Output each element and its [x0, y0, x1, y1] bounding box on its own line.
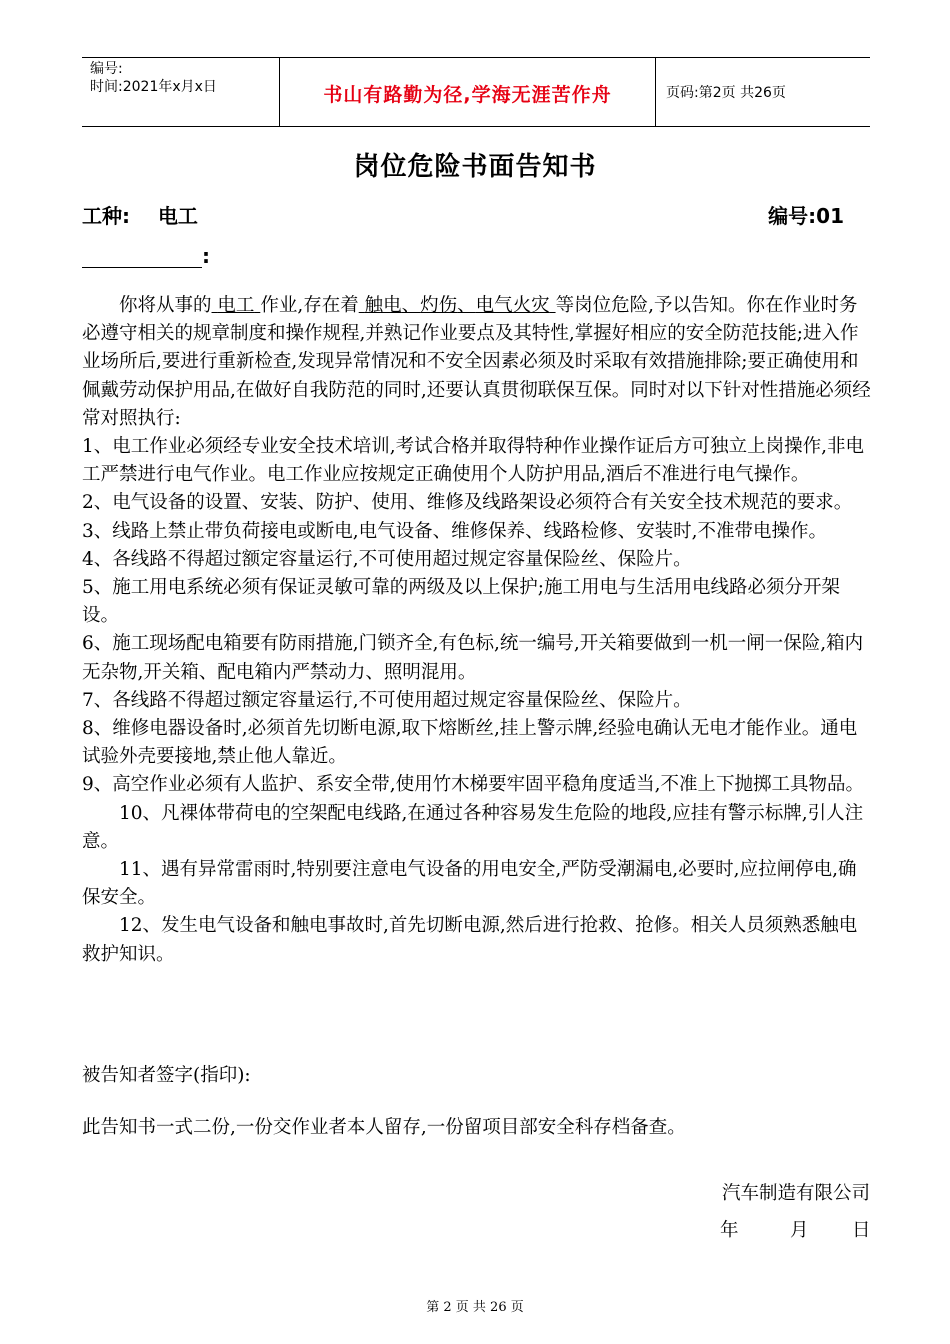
- list-item: 10、凡裸体带荷电的空架配电线路,在通过各种容易发生危险的地段,应挂有警示标牌,引人注意。: [82, 802, 864, 852]
- doc-number-value: 01: [816, 204, 844, 228]
- intro-text-3: 等岗位危险,予以告知。你在作业时务必遵守相关的规章制度和操作规程,并熟记作业要点及其特性,掌握好相应的安全防范技能;进入作业场所后,要进行重新检查,发现异常情况和不安全因素必须及时采取有效措施排除;要正确使用和佩戴劳动保护用品,在做好自我防范的同时,还要认真贯彻联保互保。同时对以下针对性措施必须经常对照执行:: [82, 295, 871, 429]
- copies-note: 此告知书一式二份,一份交作业者本人留存,一份留项目部安全科存档备查。: [82, 1117, 686, 1138]
- list-item: 12、发生电气设备和触电事故时,首先切断电源,然后进行抢救、抢修。相关人员须熟悉触电救护知识。: [82, 915, 858, 965]
- trade-value: 电工: [157, 204, 198, 228]
- notice-body: [82, 292, 872, 969]
- date-month: 月: [790, 1220, 809, 1241]
- list-item: 9、高空作业必须有人监护、系安全带,使用竹木梯要牢固平稳角度适当,不准上下抛掷工具物品。: [82, 774, 865, 796]
- signature-label: 被告知者签字(指印):: [82, 1065, 251, 1086]
- hazards-underlined: [359, 295, 556, 316]
- doc-number: [768, 200, 844, 229]
- intro-paragraph: [82, 292, 872, 433]
- header-meta: [82, 58, 280, 126]
- date-year: 年: [720, 1220, 739, 1241]
- list-item: 2、电气设备的设置、安装、防护、使用、维修及线路架设必须符合有关安全技术规范的要求。: [82, 492, 853, 514]
- hazard-2: 灼伤: [420, 295, 458, 316]
- list-item: 8、维修电器设备时,必须首先切断电源,取下熔断丝,挂上警示牌,经验电确认无电才能作业。通电试验外壳要接地,禁止他人靠近。: [82, 718, 858, 768]
- page-header: [82, 57, 870, 127]
- hazard-1: 触电: [364, 295, 402, 316]
- list-item: 4、各线路不得超过额定容量运行,不可使用超过规定容量保险丝、保险片。: [82, 548, 692, 570]
- addressee-line: [82, 244, 210, 268]
- header-time: 时间:2021年x月x日: [90, 79, 217, 95]
- header-number-label: 编号:: [90, 61, 123, 77]
- info-row: [82, 200, 844, 229]
- hazard-sep-2: 、: [457, 295, 476, 316]
- hazard-sep-1: 、: [401, 295, 421, 316]
- list-item: 1、电工作业必须经专业安全技术培训,考试合格并取得特种作业操作证后方可独立上岗操作,非电工严禁进行电气作业。电工作业应按规定正确使用个人防护用品,酒后不准进行电气操作。: [82, 436, 865, 486]
- hazard-3: 电气火灾: [475, 295, 550, 316]
- page-footer: 第 2 页 共 26 页: [426, 1300, 524, 1315]
- list-item: 7、各线路不得超过额定容量运行,不可使用超过规定容量保险丝、保险片。: [82, 689, 692, 711]
- addressee-colon: :: [202, 244, 210, 268]
- job-underlined: [212, 295, 261, 316]
- list-item: 5、施工用电系统必须有保证灵敏可靠的两级及以上保护;施工用电与生活用电线路必须分开架设。: [82, 577, 841, 627]
- document-title: 岗位危险书面告知书: [353, 152, 597, 182]
- addressee-blank: [82, 247, 202, 268]
- doc-number-label: 编号:: [768, 204, 817, 228]
- list-item: 3、线路上禁止带负荷接电或断电,电气设备、维修保养、线路检修、安装时,不准带电操作。: [82, 520, 828, 542]
- header-motto: 书山有路勤为径,学海无涯苦作舟: [280, 58, 656, 126]
- job-name: 电工: [217, 295, 255, 316]
- list-item: 6、施工现场配电箱要有防雨措施,门锁齐全,有色标,统一编号,开关箱要做到一机一闸一保险,箱内无杂物,开关箱、配电箱内严禁动力、照明混用。: [82, 633, 864, 683]
- header-page-code: 页码:第2页 共26页: [666, 85, 786, 101]
- list-item: 11、遇有异常雷雨时,特别要注意电气设备的用电安全,严防受潮漏电,必要时,应拉闸停电,确保安全。: [82, 859, 857, 909]
- trade-label: 工种:: [82, 204, 130, 228]
- intro-text-1: 你将从事的: [119, 295, 212, 316]
- date-day: 日: [852, 1220, 871, 1241]
- intro-text-2: 作业,存在着: [260, 295, 359, 316]
- company-name: 汽车制造有限公司: [721, 1183, 870, 1204]
